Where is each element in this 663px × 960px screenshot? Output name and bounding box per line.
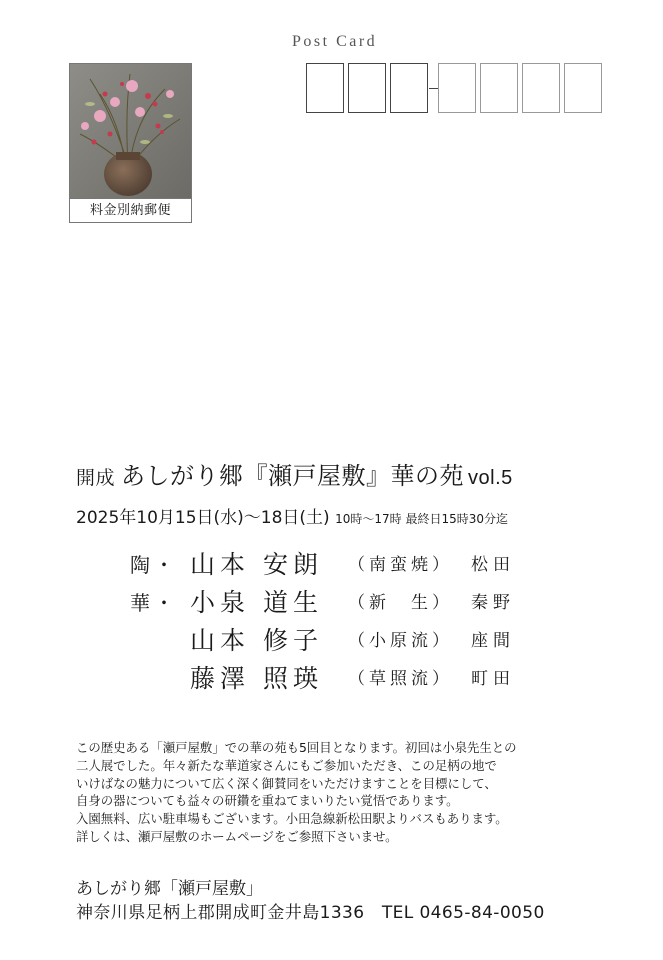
stamp-area: [69, 63, 192, 223]
description-line: 自身の器についても益々の研鑽を重ねてまいりたい覚悟であります。: [76, 793, 459, 809]
artist-name: 山本 修子: [190, 626, 323, 655]
description-text: [76, 739, 596, 846]
organizer-tag: 開成: [76, 467, 116, 489]
artist-category: 華・: [130, 591, 178, 615]
postal-code-dash: [429, 88, 438, 89]
description-line: 入園無料、広い駐車場もございます。小田急線新松田駅よりバスもあります。: [76, 811, 508, 827]
postal-code-box: [522, 63, 560, 113]
artist-place: 町田: [471, 669, 515, 689]
event-title: [76, 456, 513, 491]
postal-code-box: [390, 63, 428, 113]
venue-address-tel: 神奈川県足柄上郡開成町金井島1336 TEL 0465-84-0050: [76, 903, 545, 923]
artist-category: 陶・: [130, 553, 178, 577]
description-line: 詳しくは、瀬戸屋敷のホームページをご参照下さいませ。: [76, 828, 398, 844]
artist-name: 山本 安朗: [190, 550, 323, 579]
post-card-label: Post Card: [292, 33, 378, 50]
postal-code-box: [480, 63, 518, 113]
postal-code-box: [564, 63, 602, 113]
artist-school: （新 生）: [348, 593, 453, 613]
event-volume: vol.5: [468, 467, 513, 489]
postal-code-box: [348, 63, 386, 113]
artist-place: 松田: [471, 555, 515, 575]
artist-row: [130, 659, 550, 697]
artist-name: 小泉 道生: [190, 588, 323, 617]
description-line: いけばなの魅力について広く深く御賛同をいただけますことを目標にして、: [76, 775, 497, 791]
artist-school: （草照流）: [348, 669, 453, 689]
description-line: 二人展でした。年々新たな華道家さんにもご参加いただき、この足柄の地で: [76, 757, 497, 773]
postal-code-box: [438, 63, 476, 113]
event-hours: 10時〜17時 最終日15時30分迄: [335, 512, 509, 526]
artist-school: （南蛮焼）: [348, 555, 453, 575]
event-dates: [76, 503, 508, 528]
artist-row: [130, 621, 550, 659]
venue-name: あしがり郷「瀬戸屋敷」: [76, 879, 263, 899]
artist-school: （小原流）: [348, 631, 453, 651]
artist-place: 座間: [471, 631, 515, 651]
artist-row: [130, 583, 550, 621]
flower-vase-image: [70, 64, 191, 198]
artist-place: 秦野: [471, 593, 515, 613]
event-date-range: 2025年10月15日(水)〜18日(土): [76, 508, 330, 528]
artist-name: 藤澤 照瑛: [190, 664, 323, 693]
postage-paid-label: 料金別納郵便: [70, 198, 191, 223]
postal-code-box: [306, 63, 344, 113]
artist-list: [130, 545, 550, 697]
event-title-text: あしがり郷『瀬戸屋敷』華の苑: [121, 462, 465, 490]
description-line: この歴史ある「瀬戸屋敷」での華の苑も5回目となります。初回は小泉先生との: [76, 740, 517, 755]
artist-row: [130, 545, 550, 583]
